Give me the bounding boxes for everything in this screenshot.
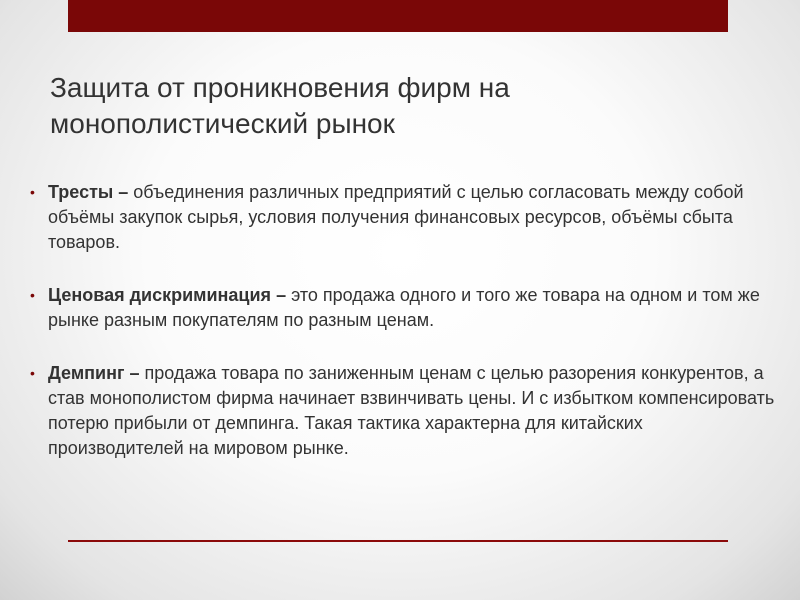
bullet-dash: – [124,363,145,383]
top-accent-bar [68,0,728,32]
bullet-icon: • [30,184,35,200]
bullet-text: объединения различных предприятий с целью согласовать между собой объёмы закупок сырья, условия получения финансовых ресурсов, объёмы сбыта товаров. [48,182,744,252]
bullet-icon: • [30,287,35,303]
bullet-list [30,180,780,489]
bullet-item-dumping [30,361,780,461]
slide-title [50,70,750,142]
slide-title-line2: монополистический рынок [50,108,395,139]
bullet-term: Тресты [48,182,114,202]
bullet-icon: • [30,365,35,381]
bullet-dash: – [271,285,292,305]
bullet-dash: – [113,182,134,202]
bullet-item-price-discrimination [30,283,780,333]
bullet-term: Ценовая дискриминация [48,285,272,305]
bullet-term: Демпинг [48,363,125,383]
bullet-text: это продажа одного и того же товара на одном и том же рынке разным покупателям по разным ценам. [48,285,760,330]
slide-title-line1: Защита от проникновения фирм на [50,72,510,103]
bottom-divider-line [68,540,728,542]
bullet-text: продажа товара по заниженным ценам с целью разорения конкурентов, а став монополистом фирма начинает взвинчивать цены. И с избытком компенсировать потерю прибыли от демпинга. Такая тактика характерна для китайских производителей на мировом рынке. [48,363,775,458]
bullet-item-trusts [30,180,780,255]
